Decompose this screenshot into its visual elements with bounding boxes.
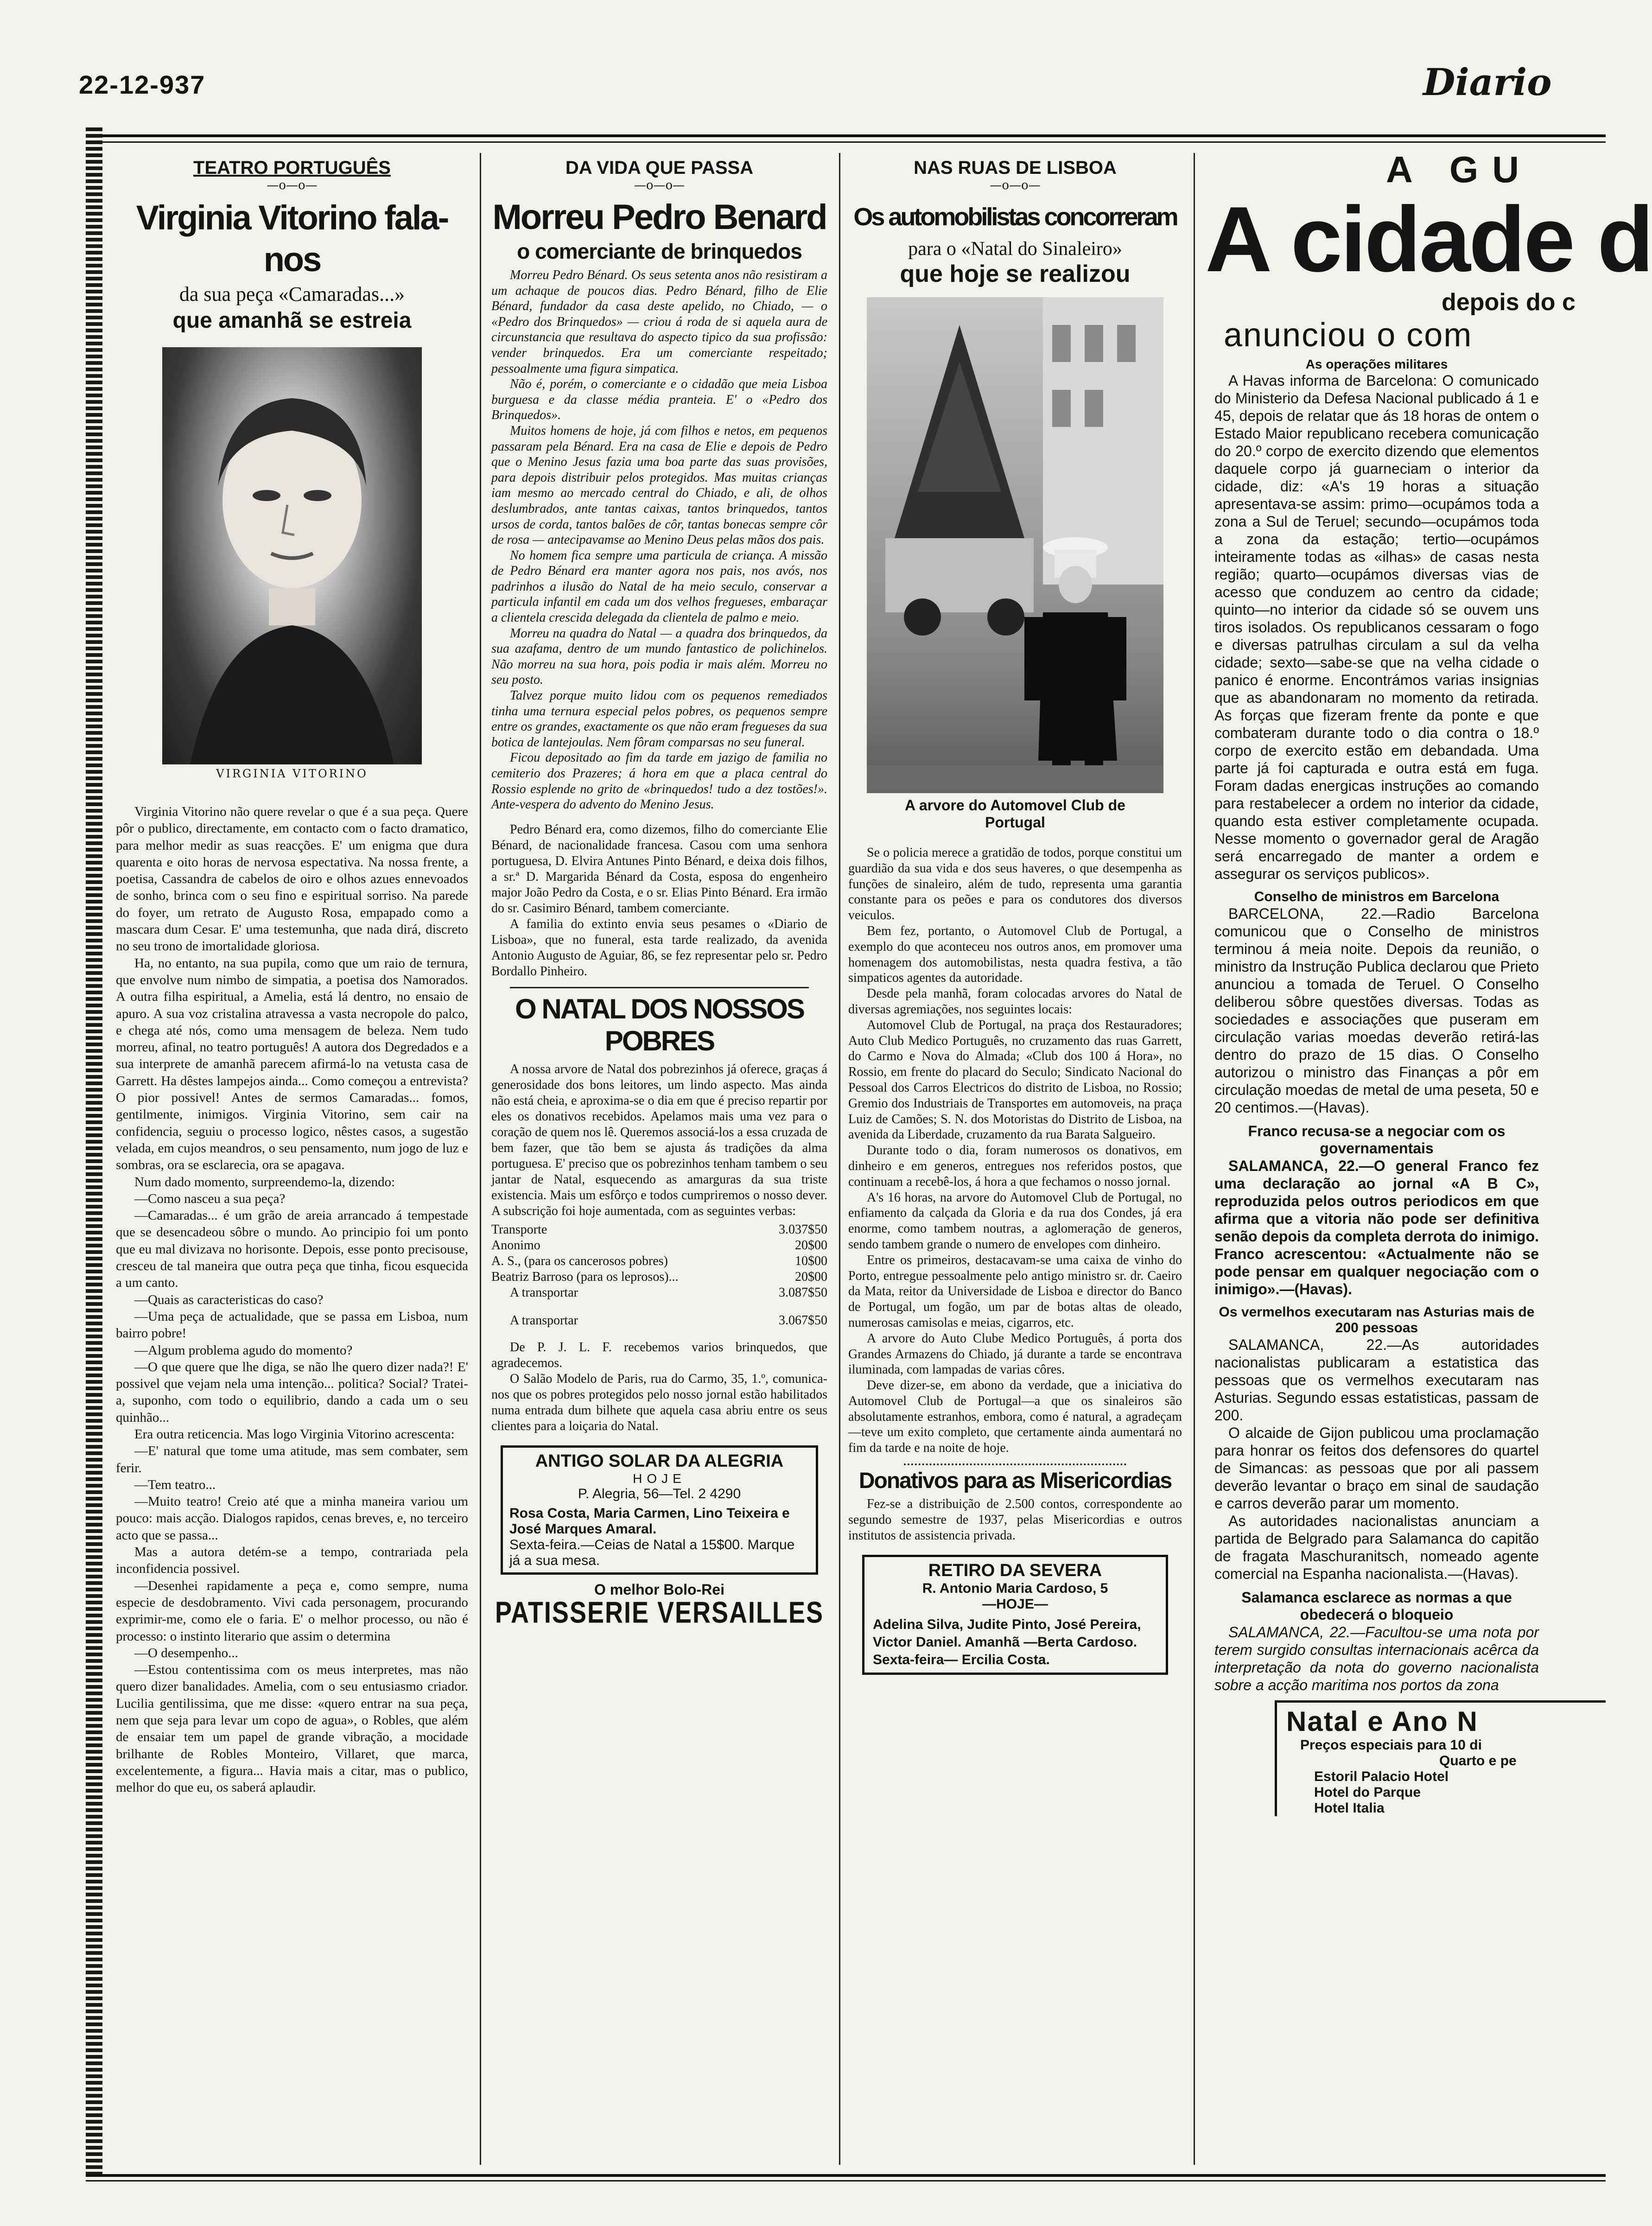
article-body: [116, 803, 468, 1796]
paragraph: —Quais as caracteristicas do caso?: [134, 1292, 324, 1307]
paragraph: Mas a autora detém-se a tempo, contrariada pela inconfidencia possivel.: [116, 1545, 468, 1577]
paragraph: Morreu na quadra do Natal — a quadra dos brinquedos, da sua azafama, dentro de um mundo fantastico de polichinelos. Não morreu na sua hora, pois podia ir mais além. Morreu no seu posto.: [491, 626, 827, 687]
column-text-wrap: [1214, 357, 1539, 1694]
ad-title: RETIRO DA SEVERA: [928, 1561, 1102, 1581]
donativos-headline: Donativos para as Misericordias: [858, 1469, 1172, 1494]
paragraph: Bem fez, portanto, o Automovel Club de Portugal, a exemplo do que aconteceu nos outros anos, em promover uma homenagem dos automobilistas, nesta quadra festiva, a tão simpaticos agentes da autoridade.: [848, 923, 1182, 986]
section-label: Franco recusa-se a negociar com os governamentais: [1248, 1123, 1506, 1157]
paragraph: A familia do extinto envia seus pesames o «Diario de Lisboa», que no funeral, esta tarde realizado, da avenida Antonio Augusto de Aguiar, 86, se fez representar pelo sr. Pedro Bordallo Pinheiro.: [491, 916, 827, 979]
paragraph: Desde pela manhã, foram colocadas arvores do Natal de diversas agremiações, nos seguintes locais:: [848, 986, 1182, 1017]
article-body-italic: [491, 267, 827, 813]
column-guerra: [1201, 139, 1652, 2169]
bottom-rule: [86, 2174, 1606, 2177]
ledger-total-value: 3.067$50: [779, 1313, 827, 1328]
subheadline-2: que amanhã se estreia: [172, 308, 412, 333]
ad-hoje: HOJE: [633, 1471, 686, 1486]
paragraph: Ha, no entanto, na sua pupila, como que um raio de ternura, que envolve num nimbo de simpatia, a poetisa dos Namorados. A outra filha espiritual, a Amelia, está lá dentro, no ensaio de apuro. A sua voz cristalina atravessa a vasta necropole do palco, e chega até nós, como uma mensagem de beleza. Nem tudo morreu, afinal, no teatro português! A autora dos Degredados e a sua interprete de amanhã parecem afirmá-lo na vetusta casa de Garrett. Ha dêstes lampejos ainda... Como começou a entrevista? O pior possivel! Antes de sermos Camaradas... fomos, gentilmente, inimigos. Virginia Vitorino, sem cair na confidencia, seguiu o processo logico, nêstes casos, a sugestão velada, em cujos meandros, o seu pensamento, num jogo de luz e sombras, ora se esclarecia, ora se apagava.: [116, 955, 468, 1173]
photo-caption: A arvore do Automovel Club de Portugal: [905, 797, 1125, 831]
headline: A cidade d: [1205, 188, 1652, 291]
natal-headline: O NATAL DOS NOSSOS POBRES: [515, 993, 804, 1056]
paragraph: Num dado momento, surpreendemo-la, dizendo:: [134, 1174, 395, 1189]
ad-names: Adelina Silva, Judite Pinto, José Pereira, Victor Daniel. Amanhã —Berta Cardoso. Sexta-feira— Ercilia Costa.: [873, 1617, 1141, 1668]
ledger-label: A transportar: [510, 1285, 578, 1300]
paragraph: Morreu Pedro Bénard. Os seus setenta anos não resistiram a um achaque de poucos dias. Pedro Bénard, filho de Elie Bénard, fundador da casa deste apelido, no Chiado, — o «Pedro dos Brinquedos» — criou á roda de si aquela aura de circunstancia que resultava do aspecto tipico da sua profissão: vender brinquedos. Era um comerciante respeitado; pessoalmente uma figura simpatica.: [491, 268, 827, 376]
dotted-separator: [904, 1463, 1126, 1465]
ledger-value: 3.037$50: [779, 1222, 827, 1237]
subheadline: da sua peça «Camaradas...»: [179, 283, 405, 305]
ledger-label: Transporte: [491, 1222, 547, 1237]
paragraph: —Estou contentissima com os meus interpretes, mas não quero dizer banalidades. Amelia, com o seu entusiasmo criador. Lucilia gentilissima, que me disse: «quero entrar na sua peça, nem que seja para levar um copo de agua», o Robles, que além de ensaiar tem um papel de grande vibração, a mocidade brilhante de Robles Monteiro, Villaret, que marca, excelentemente, a figura... Havia mais a citar, mas o publico, melhor do que eu, os saberá aplaudir.: [116, 1662, 468, 1795]
ad-solar-alegria: [501, 1445, 818, 1575]
hotel-line: Estoril Palacio Hotel: [1314, 1769, 1449, 1784]
paragraph: —O desempenho...: [134, 1645, 238, 1660]
deck: depois do c: [1442, 289, 1576, 316]
section-label: NAS RUAS DE LISBOA: [914, 158, 1117, 178]
paragraph: Entre os primeiros, destacavam-se uma caixa de vinho do Porto, entregue pessoalmente pelo antigo ministro sr. dr. Caeiro da Mata, reitor da Universidade de Lisboa e director do Banco de Portugal, um fogão, um par de botas altas de oleado, numerosas camisolas e meias, cigarros, etc.: [848, 1253, 1182, 1330]
obituary: [491, 822, 827, 979]
ad-hoje: —HOJE—: [982, 1596, 1048, 1612]
paragraph: No homem fica sempre uma particula de criança. A missão de Pedro Bénard era manter agora nos pais, nos avós, nos padrinhos a ilusão do Natal de ha meio seculo, conservar a particula infantil em cada um dos velhos fregueses, embaraçar a clientela crescida delegada da clientela de palmo e meio.: [491, 548, 827, 625]
column-vida: [491, 158, 827, 1627]
paragraph: Pedro Bénard era, como dizemos, filho do comerciante Elie Bénard, de nacionalidade francesa. Casou com uma senhora portuguesa, D. Elvira Antunes Pinto Bénard, e deixa dois filhos, a sr.ª D. Margarida Bénard da Costa, esposa do engenheiro major João Pedro da Costa, e o sr. Elias Pinto Bénard. Era irmão do sr. Casimiro Bénard, tambem comerciante.: [491, 822, 827, 916]
ad-names: Rosa Costa, Maria Carmen, Lino Teixeira e José Marques Amaral.: [509, 1505, 790, 1537]
hotel-line: Hotel Italia: [1314, 1800, 1385, 1816]
paragraph: —Tem teatro...: [134, 1477, 216, 1492]
natal-after: [491, 1340, 827, 1434]
column-teatro: [116, 158, 468, 1796]
ad-title: Natal e Ano N: [1286, 1706, 1478, 1737]
report-text: SALAMANCA, 22.—O general Franco fez uma declaração ao jornal «A B C», reproduzida pelos outros periodicos em que afirma que a vitoria não pode ser definitiva senão depois da completa derrota do inimigo. Franco acrescentou: «Actualmente não se pode pensar em qualquer negociação com o inimigo».—(Havas).: [1214, 1158, 1539, 1297]
headline: Morreu Pedro Benard: [492, 197, 826, 237]
ledger-row: [491, 1269, 827, 1285]
hotel-line: Hotel do Parque: [1314, 1785, 1421, 1800]
natal-body: [491, 1062, 827, 1219]
paragraph: —Desenhei rapidamente a peça e, como sempre, numa especie de desdobramento. Vivi cada personagem, procurando exprimir-me, como ele o faria. E' o melhor processo, ou não é processo: o instinto literario que assim o determina: [116, 1578, 468, 1644]
report-text: As autoridades nacionalistas anunciam a partida de Belgrado para Salamanca do capitão de fragata Maschuranitsch, nomeado agente comercial na Espanha nacionalista.—(Havas).: [1214, 1513, 1539, 1582]
ad-address: P. Alegria, 56—Tel. 2 4290: [578, 1486, 741, 1501]
paragraph: Era outra reticencia. Mas logo Virginia Vitorino acrescenta:: [134, 1426, 455, 1442]
section-label: TEATRO PORTUGUÊS: [193, 158, 391, 178]
ad-title: ANTIGO SOLAR DA ALEGRIA: [535, 1451, 784, 1471]
paragraph: Durante todo o dia, foram numerosos os donativos, em dinheiro e em generos, entregues nos referidos postos, que continuam a recebê-los, á hora a que fechamos o nosso jornal.: [848, 1143, 1182, 1189]
page-date: 22-12-937: [79, 70, 206, 99]
paragraph: —O que quere que lhe diga, se não lhe quero dizer nada?! E' possivel que vejam nela uma intenção... politica? Social? Tratei-a, suponho, com todo o equilibrio, dando a cada um o seu quinhão...: [116, 1359, 468, 1425]
header-rule: [86, 134, 1606, 137]
subheadline: anunciou o com: [1224, 317, 1473, 354]
paragraph: O Salão Modelo de Paris, rua do Carmo, 35, 1.º, comunica-nos que os pobres protegidos pelo nosso jornal estão habilitados numa entrada dum bilhete que aquela casa abriu entre os seus clientes para a loiçaria do Natal.: [491, 1371, 827, 1433]
report-text: BARCELONA, 22.—Radio Barcelona comunicou que o Conselho de ministros terminou á meia noite. Depois da reunião, o ministro da Instrução Publica declarou que Prieto anunciou a tomada de Teruel. O Conselho deliberou sôbre questões diversas. Todas as sociedades e associações que puseram em circulação varias moedas deverão retirá-las dentro do prazo de 15 dias. O Conselho autorizou o ministro das Finanças a pôr em circulação moedas de metal de uma peseta, 50 e 20 centimos.—(Havas).: [1214, 905, 1539, 1116]
photo-caption: VIRGINIA VITORINO: [216, 767, 368, 780]
paragraph: A nossa arvore de Natal dos pobrezinhos já oferece, graças á generosidade dos bons leitores, um lindo aspecto. Mas ainda não está cheia, e aproxima-se o dia em que é preciso repartir por eles os donativos recebidos. Apelamos mais uma vez para o coração de quem nos lê. Queremos associá-los a essa cruzada de bem fazer, que tão bem se ajusta ás tradições da alma portuguesa. E' preciso que os pobrezinhos tenham tambem o seu jantar de Natal, esquecendo as amarguras da sua triste existencia. Mais um esfôrço e todos cumpriremos o nosso dever. A subscrição foi hoje aumentada, com as seguintes verbas:: [491, 1062, 827, 1218]
paragraph: Fez-se a distribuição de 2.500 contos, correspondente ao segundo semestre de 1937, pelas Misericordias e outros institutos de assistencia privada.: [848, 1497, 1182, 1543]
ledger-label: A. S., (para os cancerosos pobres): [491, 1253, 668, 1268]
donation-ledger: [491, 1222, 827, 1329]
paragraph: Automovel Club de Portugal, na praça dos Restauradores; Auto Club Medico Português, no cruzamento das ruas Garrett, do Carmo e Nova do Almada; «Club dos 100 á Hora», no Rossio, em frente do placard do Seculo; Sindicato Nacional do Pessoal dos Carros Electricos do distrito de Lisboa, no Rossio; Gremio dos Industriais de Transportes em automoveis, na praça Luiz de Camões; S. N. dos Motoristas do Distrito de Lisboa, na avenida da Liberdade, cruzamento da rua Barata Salgueiro.: [848, 1018, 1182, 1142]
ledger-label: Beatriz Barroso (para os leprosos)...: [491, 1269, 679, 1284]
paragraph: —Como nasceu a sua peça?: [134, 1191, 286, 1206]
bolo-rei: O melhor Bolo-Rei: [594, 1581, 724, 1598]
ad-address: R. Antonio Maria Cardoso, 5: [922, 1581, 1108, 1596]
paragraph: Se o policia merece a gratidão de todos, porque constitui um guardião da sua vida e dos seus haveres, o que desempenha as funções de sinaleiro, além de tudo, representa uma garantia constante para os peões e para os condutores dos diversos veiculos.: [848, 846, 1182, 923]
col-divider-1: [480, 153, 481, 2165]
kicker: A GU: [1386, 149, 1533, 190]
left-border: [86, 127, 102, 2176]
headline: Virginia Vitorino fala-nos: [136, 198, 448, 279]
report-text: SALAMANCA, 22.—Facultou-se uma nota por terem surgido consultas internacionais acêrca da interpretação da nota do governo nacionalista sobre a acção maritima nos portos da zona: [1214, 1624, 1539, 1693]
ledger-value: 3.087$50: [779, 1285, 827, 1300]
section-label: As operações militares: [1305, 357, 1448, 371]
section-label: Os vermelhos executaram nas Asturias mais de 200 pessoas: [1219, 1304, 1535, 1336]
paragraph: De P. J. L. F. recebemos varios brinquedos, que agradecemos.: [491, 1340, 827, 1370]
ornament: —o—o—: [267, 178, 318, 192]
ledger-row: [491, 1238, 827, 1253]
headline: Os automobilistas concorreram: [853, 203, 1177, 231]
article-body: [848, 845, 1182, 1456]
report-text: A Havas informa de Barcelona: O comunicado do Ministerio da Defesa Nacional publicado á 1 e 45, depois de relatar que ás 18 horas de ontem o Estado Maior republicano recebera comunicação do 20.º corpo de exercito dizendo que elementos daquele corpo já guarneciam o interior da cidade, diz: «A's 19 horas a situação apresentava-se assim: primo—ocupámos toda a zona a Sul de Teruel; secundo—ocupámos toda a zona da estação; tertio—ocupámos inteiramente todas as «ilhas» de casas nesta região; quarto—ocupámos diversas vias de acesso que conduzem ao centro da cidade; quinto—no interior da cidade só se ouvem uns tiros isolados. Os republicanos cessaram o fogo e diversas patrulhas circulam a sul da velha cidade; sexto—sabe-se que na velha cidade o panico é enorme. Encontrámos varias insignias que as abandonaram no momento da retirada. As forças que fizeram frente da ponte e que combateram durante todo o dia contra o 18.º corpo de exercito estão em debandada. Uma parte já foi capturada e outra está em fuga. Foram dadas energicas instruções ao comando para restabelecer a ordem no interior da cidade, quando esta estiver completamente ocupada. Nesse momento o governador geral de Aragão será encarregado de manter a ordem e assegurar os serviços publicos».: [1214, 372, 1539, 882]
ad-sub-2: Quarto e pe: [1439, 1753, 1517, 1768]
portrait-illustration: [162, 347, 422, 764]
section-label: Salamanca esclarece as normas a que obedecerá o bloqueio: [1241, 1589, 1512, 1623]
subheadline: para o «Natal do Sinaleiro»: [908, 238, 1122, 260]
paragraph: —Uma peça de actualidade, que se passa em Lisboa, num bairro pobre!: [116, 1309, 468, 1341]
report-text: O alcaide de Gijon publicou uma proclamação para honrar os feitos dos defensores do quartel de Simancas: as pessoas que por ali passem deverão levantar o braço em sinal de saudação e carros deverão parar um momento.: [1214, 1425, 1539, 1512]
patisserie-logo: PATISSERIE VERSAILLES: [495, 1596, 824, 1629]
portrait-photo: [162, 347, 422, 764]
paragraph: Não é, porém, o comerciante e o cidadão que meia Lisboa burguesa e da classe média pranteia. E' o «Pedro dos Brinquedos».: [491, 377, 827, 423]
ledger-total: [491, 1313, 827, 1329]
ad-retiro-severa: [862, 1555, 1168, 1675]
col-divider-2: [839, 153, 840, 2165]
paragraph: —Algum problema agudo do momento?: [134, 1342, 353, 1358]
ledger-total-label: A transportar: [510, 1313, 578, 1328]
tree-photo: [867, 297, 1163, 793]
ledger-row: [491, 1253, 827, 1269]
ledger-value: 20$00: [795, 1269, 827, 1284]
paragraph: —E' natural que tome uma atitude, mas sem combater, sem ferir.: [116, 1444, 468, 1476]
column-ruas: [848, 158, 1182, 1675]
subheadline-2: que hoje se realizou: [900, 261, 1131, 287]
ledger-value: 10$00: [795, 1253, 827, 1268]
section-label: DA VIDA QUE PASSA: [565, 158, 754, 178]
report-text: SALAMANCA, 22.—As autoridades nacionalistas publicaram a estatistica das pessoas que os vermelhos executaram nas Asturias. Segundo essas estatisticas, passam de 200.: [1214, 1336, 1539, 1424]
paragraph: A's 16 horas, na arvore do Automovel Club de Portugal, no enfiamento da calçada da Gloria e da rua dos Condes, já era enorme, como tambem noutras, a aglomeração de generos, sendo tambem grande o numero de envelopes com dinheiro.: [848, 1190, 1182, 1252]
donativos-body: [848, 1496, 1182, 1544]
paragraph: —Muito teatro! Creio até que a minha maneira variou um pouco: mais acção. Dialogos rapidos, cenas breves, e, no terceiro acto que se passa...: [116, 1494, 468, 1543]
ledger-label: Anonimo: [491, 1238, 540, 1253]
section-label: Conselho de ministros em Barcelona: [1254, 889, 1500, 904]
subheadline: o comerciante de brinquedos: [517, 239, 802, 263]
paragraph: Muitos homens de hoje, já com filhos e netos, em pequenos passaram pela Bénard. Era na casa de Elie e depois de Pedro que o Menino Jesus fazia uma boa parte das suas provisões, para depois distribuir pelos protegidos. Mas muitas crianças iam mesmo ao mercado central do Chiado, e ali, de olhos deslumbrados, ante tantas caixas, tantos brinquedos, tantos ursos de corda, tantos balões de côr, tantas bonecas sempre côr de rosa — antecipavamse ao Menino Deus pelas mãos dos pais.: [491, 423, 827, 547]
ledger-value: 20$00: [795, 1238, 827, 1253]
paragraph: Deve dizer-se, em abono da verdade, que a iniciativa do Automovel Club de Portugal—a que os sinaleiros são absolutamente estranhos, embora, como é natural, a agradeçam—teve um exito completo, que certamente ainda aumentará no fim da tarde e na noite de hoje.: [848, 1378, 1182, 1456]
ornament: —o—o—: [634, 178, 685, 192]
masthead: Diario: [1423, 60, 1552, 104]
paragraph: A arvore do Auto Clube Medico Português, á porta dos Grandes Armazens do Chiado, já durante a tarde se encontrava iluminada, com lampadas de varias côres.: [848, 1331, 1182, 1377]
ledger-row: [491, 1222, 827, 1238]
natal-separator: [510, 987, 809, 988]
ad-sub: Preços especiais para 10 di: [1300, 1737, 1482, 1753]
ad-hotels: [1275, 1700, 1606, 1816]
ledger-row: [491, 1285, 827, 1301]
paragraph: Ficou depositado ao fim da tarde em jazigo de familia no cemiterio dos Prazeres; á hora em que a placa central do Rossio esplende no grito de «brinquedos! tudo a dez tostões!». Ante-vespera do advento do Menino Jesus.: [491, 750, 827, 812]
ad-note: Sexta-feira.—Ceias de Natal a 15$00. Marque já a sua mesa.: [509, 1537, 795, 1568]
paragraph: Virginia Vitorino não quere revelar o que é a sua peça. Quere pôr o publico, directamente, em contacto com o facto dramatico, para melhor medir as suas reacções. E' um enigma que dura quarenta e oito horas de nervosa espectativa. Na nossa frente, a poetisa, Cassandra de cabelos de oiro e olhos azues ennevoados de sonho, brinca com o seu fino e espiritual sorriso. Na parede do foyer, um retrato de Augusto Rosa, empapado como a mascara dum Cesar. E' uma testemunha, que nada dirá, discreto no seu trono de imortalidade gloriosa.: [116, 804, 468, 954]
bottom-rule-thin: [86, 2180, 1606, 2181]
paragraph: Talvez porque muito lidou com os pequenos remediados tinha uma ternura especial pelos pobres, os pequenos sempre entre os grandes, exactamente os que não eram fregueses da sua botica de lantejoulas. Nem fôram comparsas no seu funeral.: [491, 688, 828, 750]
ornament: —o—o—: [990, 178, 1041, 192]
col-divider-3: [1194, 153, 1195, 2165]
paragraph: —Camaradas... é um grão de areia arrancado á tempestade que se desencadeou sôbre o mundo. Ao principio foi um ponto que eu mal divizava no horisonte. Depois, esse ponto precisouse, cresceu de tal maneira que outra peça que tinha, ficou esquecida a um canto.: [116, 1208, 468, 1291]
street-scene-illustration: [867, 297, 1163, 793]
